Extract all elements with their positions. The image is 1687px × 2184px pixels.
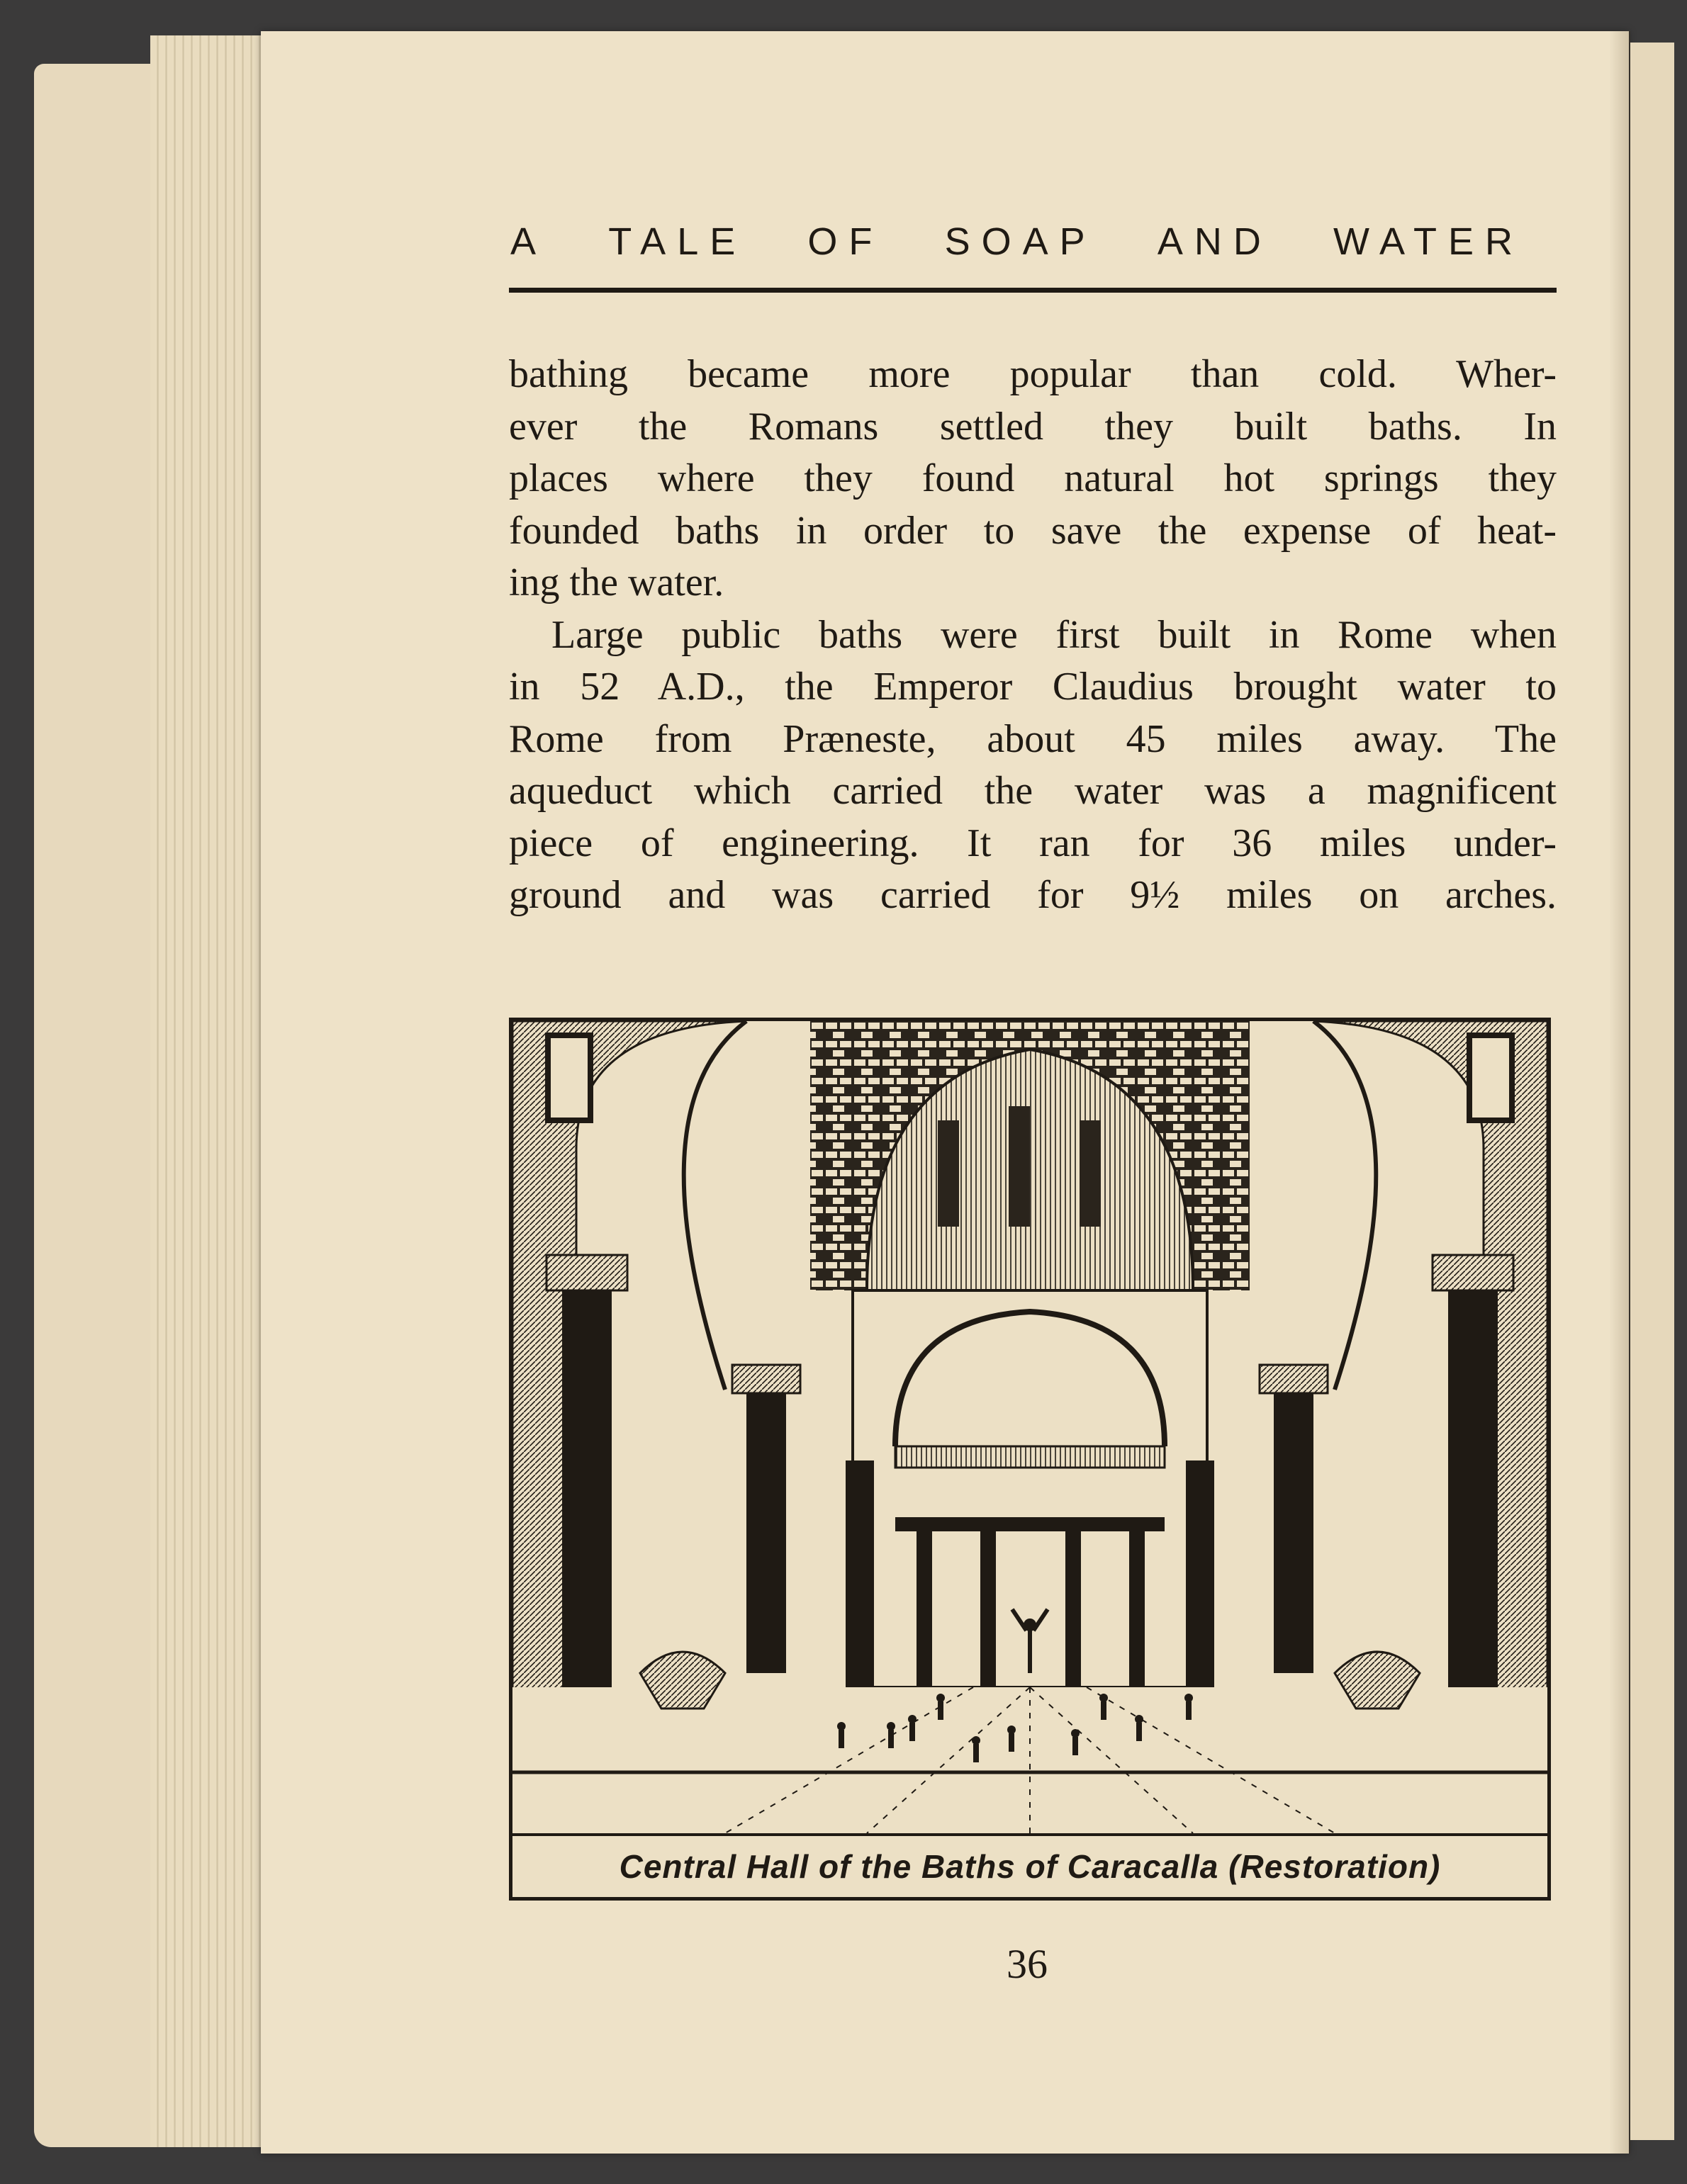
text-line: piece of engineering. It ran for 36 miles under-	[509, 821, 1557, 865]
gutter-shadow	[1609, 31, 1630, 2154]
text-line: bathing became more popular than cold. Wher-	[509, 352, 1557, 396]
next-page-edge	[1630, 43, 1674, 2140]
running-head-word: SOAP	[944, 220, 1097, 263]
text-line: aqueduct which carried the water was a magnificent	[509, 769, 1557, 813]
text-line: ever the Romans settled they built baths. In	[509, 404, 1557, 449]
paragraph-1	[509, 349, 1557, 609]
text-line: in 52 A.D., the Emperor Claudius brought water to	[509, 665, 1557, 709]
text-line: ground and was carried for 9½ miles on arches.	[509, 873, 1557, 917]
text-line: places where they found natural hot springs they	[509, 456, 1557, 500]
page-stack-edges	[150, 35, 271, 2147]
text-line: ing the water.	[509, 561, 724, 604]
text-line: Rome from Præneste, about 45 miles away. The	[509, 716, 1557, 761]
paragraph-2	[509, 609, 1557, 922]
header-rule	[509, 288, 1557, 293]
figure-illustration	[509, 1018, 1551, 1901]
baths-of-caracalla-drawing	[512, 1021, 1547, 1833]
text-line: Large public baths were first built in Rome when	[551, 612, 1557, 657]
running-head-word: OF	[807, 220, 884, 263]
running-head-word: A	[510, 220, 548, 263]
text-line: founded baths in order to save the expense of heat-	[509, 508, 1557, 553]
running-head-word: WATER	[1333, 220, 1524, 263]
running-head	[510, 220, 1524, 264]
running-head-word: TALE	[608, 220, 747, 263]
page-number: 36	[1007, 1941, 1048, 1987]
body-text	[509, 349, 1557, 922]
running-head-word: AND	[1157, 220, 1272, 263]
figure-caption: Central Hall of the Baths of Caracalla (Restoration)	[512, 1833, 1547, 1897]
